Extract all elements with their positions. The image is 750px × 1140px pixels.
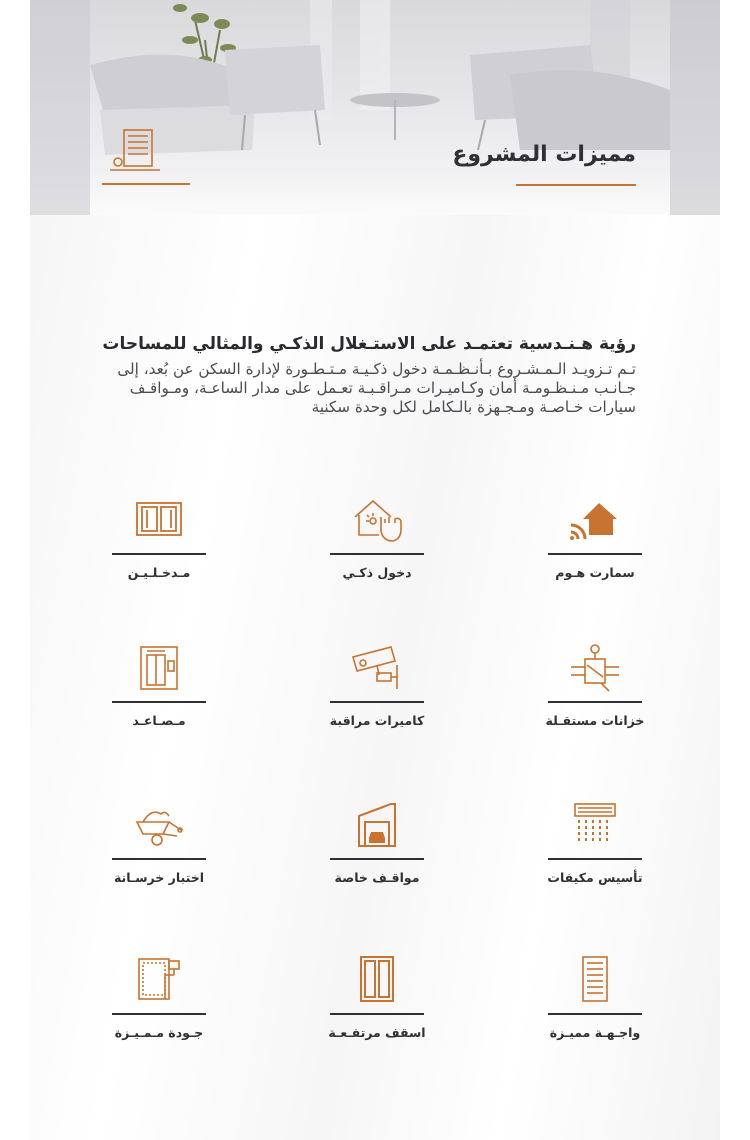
feature-label: كاميرات مراقبة — [329, 713, 425, 728]
feature-item-quality — [89, 955, 229, 1055]
feature-item-concrete-test — [89, 800, 229, 900]
feature-label: مواقـف خاصة — [334, 870, 420, 885]
feature-divider — [330, 858, 424, 860]
intro-section — [96, 334, 636, 417]
elevator-icon — [129, 643, 189, 693]
feature-label: مـصـاعـد — [132, 713, 186, 728]
smart-home-icon — [565, 495, 625, 545]
feature-item-water-tanks — [525, 643, 665, 743]
feature-label: مـدخـلـيـن — [127, 565, 191, 580]
high-ceiling-icon — [347, 955, 407, 1005]
feature-item-entrances — [89, 495, 229, 595]
facade-icon — [565, 955, 625, 1005]
water-tank-icon — [565, 643, 625, 693]
feature-divider — [112, 701, 206, 703]
feature-divider — [112, 553, 206, 555]
hero-icon-underline — [102, 183, 190, 185]
feature-divider — [112, 1013, 206, 1015]
feature-label: اسقف مرتفـعـة — [328, 1025, 426, 1040]
page-title: مميزات المشروع — [452, 142, 636, 167]
building-plan-icon — [106, 126, 166, 176]
feature-label: واجـهـة مميـزة — [549, 1025, 641, 1040]
feature-divider — [112, 858, 206, 860]
security-camera-icon — [347, 643, 407, 693]
feature-label: جـودة مـمـيـزة — [114, 1025, 204, 1040]
feature-label: خزانات مستقـلة — [545, 713, 645, 728]
feature-item-ac-prep — [525, 800, 665, 900]
feature-item-elevators — [89, 643, 229, 743]
hero-banner — [30, 0, 720, 215]
feature-item-cameras — [307, 643, 447, 743]
title-underline — [516, 184, 636, 186]
feature-label: سمارت هـوم — [555, 565, 635, 580]
feature-divider — [330, 1013, 424, 1015]
page — [30, 0, 720, 1140]
feature-label: تأسيس مكيفات — [547, 870, 643, 885]
feature-divider — [548, 701, 642, 703]
feature-divider — [548, 553, 642, 555]
feature-item-smart-home — [525, 495, 665, 595]
feature-divider — [330, 701, 424, 703]
air-conditioner-icon — [565, 800, 625, 850]
feature-label: اختبار خرسـانة — [113, 870, 205, 885]
intro-paragraph: تـم تـزويـد الـمـشـروع بـأنـظـمـة دخول ذكـيـة مـتـطـورة لإدارة السكن عن بُعد، إلى جـانـب مـنـظـومـة أمان وكـاميـرات مـراقـبـة تعـمل على مدار الساعـة، ومـواقـف سيارات خـاصـة ومـجـهزة بالـكامل لكل وحدة سكنية — [117, 360, 636, 416]
feature-item-facade — [525, 955, 665, 1055]
garage-icon — [347, 800, 407, 850]
intro-heading: رؤية هـنـدسية تعتمـد على الاستـغلال الذكـي والمثالي للمساحات — [102, 334, 636, 354]
feature-label: دخول ذكـي — [342, 565, 412, 580]
double-door-icon — [129, 495, 189, 545]
feature-divider — [548, 1013, 642, 1015]
feature-divider — [330, 553, 424, 555]
feature-item-parking — [307, 800, 447, 900]
wheelbarrow-icon — [129, 800, 189, 850]
feature-item-smart-entry — [307, 495, 447, 595]
smart-entry-icon — [347, 495, 407, 545]
feature-divider — [548, 858, 642, 860]
feature-item-high-ceilings — [307, 955, 447, 1055]
quality-paint-icon — [129, 955, 189, 1005]
